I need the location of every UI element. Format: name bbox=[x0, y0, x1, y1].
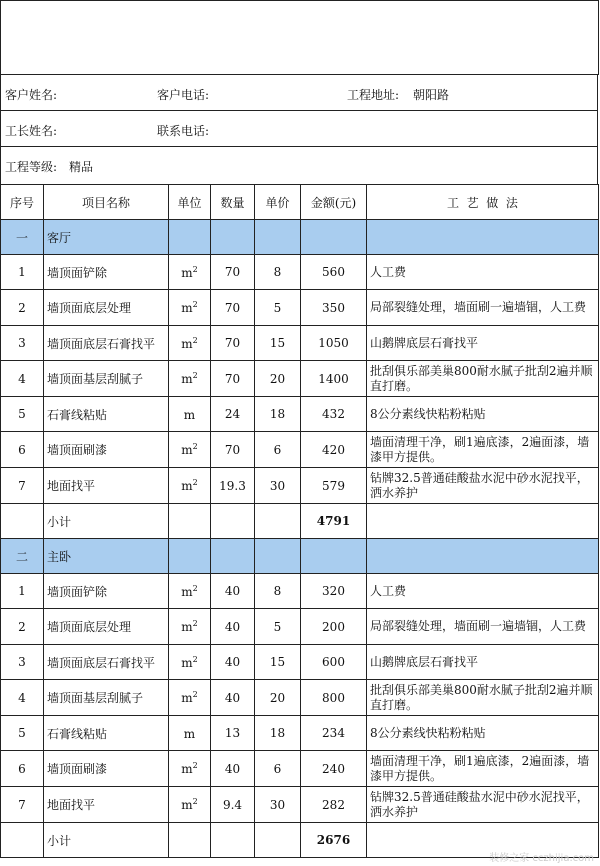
row-no: 5 bbox=[1, 397, 44, 432]
unit-text: m bbox=[181, 655, 193, 670]
row-no: 4 bbox=[1, 361, 44, 397]
row-no: 7 bbox=[1, 787, 44, 823]
item-process-method: 墙面清理干净，刷1遍底漆，2遍面漆，墙漆甲方提供。 bbox=[367, 751, 599, 787]
item-unit-price: 15 bbox=[255, 645, 301, 680]
unit-text: m bbox=[181, 479, 193, 493]
table-row bbox=[1, 326, 599, 361]
item-unit-price: 6 bbox=[255, 432, 301, 468]
unit-superscript: 2 bbox=[192, 335, 198, 345]
item-quantity: 70 bbox=[211, 326, 255, 361]
header-process: 工 艺 做 法 bbox=[367, 185, 599, 220]
item-quantity: 13 bbox=[211, 716, 255, 751]
subtotal-label: 小计 bbox=[44, 504, 169, 539]
empty-cell bbox=[255, 220, 301, 255]
item-unit-price: 5 bbox=[255, 290, 301, 326]
item-unit-price: 20 bbox=[255, 680, 301, 716]
unit-superscript: 2 bbox=[192, 583, 198, 593]
table-row bbox=[1, 574, 599, 609]
unit-superscript: 2 bbox=[192, 478, 198, 487]
item-name: 墙顶面基层刮腻子 bbox=[44, 361, 169, 397]
unit-text: m bbox=[181, 443, 193, 457]
foreman-info-row bbox=[0, 110, 598, 146]
empty-cell bbox=[367, 539, 599, 574]
item-name: 墙顶面基层刮腻子 bbox=[44, 680, 169, 716]
item-quantity: 70 bbox=[211, 432, 255, 468]
item-process-method: 局部裂缝处理，墙面刷一遍墙锢，人工费 bbox=[367, 609, 599, 645]
section-row bbox=[1, 539, 599, 574]
empty-cell bbox=[169, 539, 211, 574]
unit-text: m bbox=[181, 372, 193, 386]
table-row bbox=[1, 255, 599, 290]
table-row bbox=[1, 290, 599, 326]
item-quantity: 40 bbox=[211, 609, 255, 645]
item-quantity: 70 bbox=[211, 290, 255, 326]
item-process-method: 8公分素线快粘粉粘贴 bbox=[367, 716, 599, 751]
item-amount: 200 bbox=[301, 609, 367, 645]
item-unit bbox=[169, 716, 211, 751]
item-unit-price: 20 bbox=[255, 361, 301, 397]
table-row bbox=[1, 468, 599, 504]
item-name: 墙顶面底层处理 bbox=[44, 609, 169, 645]
table-row bbox=[1, 787, 599, 823]
unit-superscript: 2 bbox=[192, 654, 198, 664]
item-quantity: 40 bbox=[211, 751, 255, 787]
subtotal-label: 小计 bbox=[44, 823, 169, 858]
item-process-method: 批刮俱乐部美巢800耐水腻子批刮2遍并顺直打磨。 bbox=[367, 680, 599, 716]
row-no: 4 bbox=[1, 680, 44, 716]
item-process-method: 山鹅牌底层石膏找平 bbox=[367, 645, 599, 680]
header-item-name: 项目名称 bbox=[44, 185, 169, 220]
table-row bbox=[1, 397, 599, 432]
row-no: 7 bbox=[1, 468, 44, 504]
item-amount: 600 bbox=[301, 645, 367, 680]
item-name: 地面找平 bbox=[44, 468, 169, 504]
item-name: 地面找平 bbox=[44, 787, 169, 823]
section-row bbox=[1, 220, 599, 255]
row-no: 1 bbox=[1, 574, 44, 609]
empty-cell bbox=[211, 504, 255, 539]
item-process-method: 批刮俱乐部美巢800耐水腻子批刮2遍并顺直打磨。 bbox=[367, 361, 599, 397]
section-name: 客厅 bbox=[44, 220, 169, 255]
project-grade-label: 工程等级: bbox=[5, 160, 58, 174]
unit-text: m bbox=[181, 762, 193, 776]
empty-cell bbox=[255, 504, 301, 539]
item-name: 石膏线粘贴 bbox=[44, 397, 169, 432]
unit-superscript: 2 bbox=[192, 264, 198, 274]
unit-text: m bbox=[181, 301, 193, 315]
title-area bbox=[0, 0, 599, 75]
item-name: 墙顶面底层石膏找平 bbox=[44, 326, 169, 361]
empty-cell bbox=[301, 220, 367, 255]
item-unit bbox=[169, 432, 211, 468]
customer-name-label: 客户姓名: bbox=[5, 88, 58, 102]
unit-text: m bbox=[181, 691, 193, 705]
section-index: 二 bbox=[1, 539, 44, 574]
item-amount: 234 bbox=[301, 716, 367, 751]
item-name: 墙顶面铲除 bbox=[44, 255, 169, 290]
row-no: 6 bbox=[1, 432, 44, 468]
item-unit bbox=[169, 361, 211, 397]
item-process-method: 钻牌32.5普通硅酸盐水泥中砂水泥找平，洒水养护 bbox=[367, 787, 599, 823]
row-no: 3 bbox=[1, 326, 44, 361]
header-no: 序号 bbox=[1, 185, 44, 220]
subtotal-amount: 4791 bbox=[301, 504, 367, 539]
empty-cell bbox=[1, 823, 44, 858]
item-process-method: 山鹅牌底层石膏找平 bbox=[367, 326, 599, 361]
item-name: 墙顶面铲除 bbox=[44, 574, 169, 609]
item-amount: 560 bbox=[301, 255, 367, 290]
empty-cell bbox=[169, 220, 211, 255]
watermark: 装修之家 cczhijia.com bbox=[489, 853, 594, 864]
item-unit bbox=[169, 680, 211, 716]
subtotal-amount: 2676 bbox=[301, 823, 367, 858]
item-unit bbox=[169, 751, 211, 787]
unit-text: m bbox=[181, 620, 193, 634]
item-name: 墙顶面刷漆 bbox=[44, 432, 169, 468]
table-row bbox=[1, 432, 599, 468]
unit-superscript: 2 bbox=[192, 761, 198, 770]
item-unit-price: 6 bbox=[255, 751, 301, 787]
project-address-label: 工程地址: bbox=[347, 88, 400, 102]
item-amount: 282 bbox=[301, 787, 367, 823]
item-unit-price: 18 bbox=[255, 397, 301, 432]
unit-superscript: 2 bbox=[192, 619, 198, 628]
item-unit bbox=[169, 255, 211, 290]
item-unit-price: 15 bbox=[255, 326, 301, 361]
item-unit-price: 30 bbox=[255, 468, 301, 504]
unit-superscript: 2 bbox=[192, 690, 198, 699]
unit-superscript: 2 bbox=[192, 797, 198, 806]
row-no: 3 bbox=[1, 645, 44, 680]
item-unit-price: 5 bbox=[255, 609, 301, 645]
item-amount: 320 bbox=[301, 574, 367, 609]
row-no: 5 bbox=[1, 716, 44, 751]
empty-cell bbox=[301, 539, 367, 574]
unit-superscript: 2 bbox=[192, 300, 198, 309]
unit-text: m bbox=[181, 265, 193, 280]
item-quantity: 40 bbox=[211, 680, 255, 716]
table-row bbox=[1, 609, 599, 645]
header-amount: 金额(元) bbox=[301, 185, 367, 220]
customer-phone-label: 客户电话: bbox=[157, 88, 210, 102]
table-row bbox=[1, 716, 599, 751]
row-no: 2 bbox=[1, 609, 44, 645]
item-unit bbox=[169, 787, 211, 823]
header-unit-price: 单价 bbox=[255, 185, 301, 220]
item-name: 石膏线粘贴 bbox=[44, 716, 169, 751]
empty-cell bbox=[169, 504, 211, 539]
item-amount: 240 bbox=[301, 751, 367, 787]
customer-info-row bbox=[0, 74, 598, 110]
header-unit: 单位 bbox=[169, 185, 211, 220]
item-quantity: 70 bbox=[211, 255, 255, 290]
item-quantity: 19.3 bbox=[211, 468, 255, 504]
item-unit bbox=[169, 290, 211, 326]
unit-text: m bbox=[183, 407, 196, 422]
item-unit-price: 30 bbox=[255, 787, 301, 823]
section-name: 主卧 bbox=[44, 539, 169, 574]
item-unit bbox=[169, 397, 211, 432]
item-amount: 432 bbox=[301, 397, 367, 432]
empty-cell bbox=[1, 504, 44, 539]
empty-cell bbox=[169, 823, 211, 858]
item-process-method: 人工费 bbox=[367, 574, 599, 609]
item-process-method: 局部裂缝处理，墙面刷一遍墙锢，人工费 bbox=[367, 290, 599, 326]
item-process-method: 墙面清理干净，刷1遍底漆，2遍面漆，墙漆甲方提供。 bbox=[367, 432, 599, 468]
item-quantity: 40 bbox=[211, 574, 255, 609]
empty-cell bbox=[211, 539, 255, 574]
row-no: 2 bbox=[1, 290, 44, 326]
item-unit bbox=[169, 574, 211, 609]
quotation-table bbox=[0, 184, 599, 858]
contact-phone-label: 联系电话: bbox=[157, 124, 210, 138]
foreman-name-label: 工长姓名: bbox=[5, 124, 58, 138]
table-row bbox=[1, 680, 599, 716]
empty-cell bbox=[255, 823, 301, 858]
item-process-method: 钻牌32.5普通硅酸盐水泥中砂水泥找平，洒水养护 bbox=[367, 468, 599, 504]
unit-text: m bbox=[181, 336, 193, 351]
project-address-value: 朝阳路 bbox=[413, 88, 450, 102]
item-unit-price: 8 bbox=[255, 574, 301, 609]
quotation-table-body bbox=[1, 185, 599, 858]
row-no: 6 bbox=[1, 751, 44, 787]
item-process-method: 8公分素线快粘粉粘贴 bbox=[367, 397, 599, 432]
item-unit bbox=[169, 326, 211, 361]
empty-cell bbox=[211, 220, 255, 255]
item-process-method: 人工费 bbox=[367, 255, 599, 290]
header-quantity: 数量 bbox=[211, 185, 255, 220]
item-amount: 420 bbox=[301, 432, 367, 468]
grade-info-row bbox=[0, 146, 598, 184]
unit-superscript: 2 bbox=[192, 442, 198, 451]
table-row bbox=[1, 645, 599, 680]
item-unit-price: 18 bbox=[255, 716, 301, 751]
item-amount: 350 bbox=[301, 290, 367, 326]
unit-text: m bbox=[181, 584, 193, 599]
item-name: 墙顶面刷漆 bbox=[44, 751, 169, 787]
item-amount: 579 bbox=[301, 468, 367, 504]
unit-text: m bbox=[183, 726, 196, 741]
unit-text: m bbox=[181, 798, 193, 812]
item-quantity: 9.4 bbox=[211, 787, 255, 823]
unit-superscript: 2 bbox=[192, 371, 198, 380]
row-no: 1 bbox=[1, 255, 44, 290]
item-unit bbox=[169, 645, 211, 680]
section-index: 一 bbox=[1, 220, 44, 255]
item-unit bbox=[169, 609, 211, 645]
item-amount: 1400 bbox=[301, 361, 367, 397]
table-row bbox=[1, 751, 599, 787]
project-grade-value: 精品 bbox=[69, 160, 94, 174]
item-name: 墙顶面底层石膏找平 bbox=[44, 645, 169, 680]
item-name: 墙顶面底层处理 bbox=[44, 290, 169, 326]
empty-cell bbox=[211, 823, 255, 858]
empty-cell bbox=[367, 220, 599, 255]
subtotal-row bbox=[1, 504, 599, 539]
item-quantity: 70 bbox=[211, 361, 255, 397]
item-amount: 1050 bbox=[301, 326, 367, 361]
empty-cell bbox=[255, 539, 301, 574]
item-quantity: 24 bbox=[211, 397, 255, 432]
item-unit-price: 8 bbox=[255, 255, 301, 290]
item-quantity: 40 bbox=[211, 645, 255, 680]
empty-cell bbox=[367, 504, 599, 539]
item-amount: 800 bbox=[301, 680, 367, 716]
table-row bbox=[1, 361, 599, 397]
table-header-row bbox=[1, 185, 599, 220]
item-unit bbox=[169, 468, 211, 504]
